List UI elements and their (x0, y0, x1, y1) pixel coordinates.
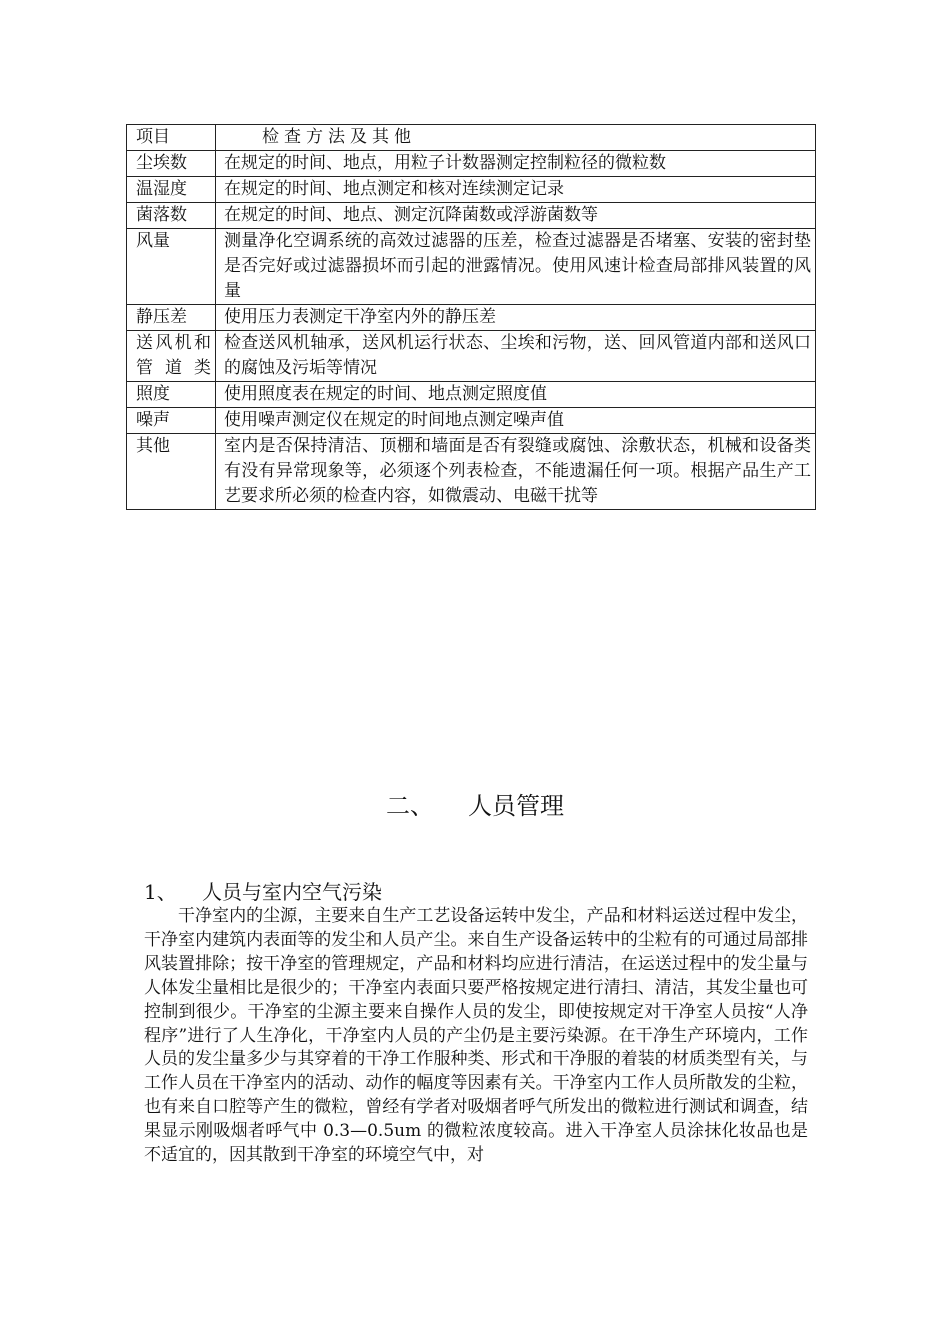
row-item: 送风机和管道类 (127, 331, 216, 382)
row-method: 在规定的时间、地点测定和核对连续测定记录 (216, 177, 816, 203)
row-item: 温湿度 (127, 177, 216, 203)
row-item: 噪声 (127, 408, 216, 434)
table-header-row (127, 125, 816, 151)
table-row (127, 151, 816, 177)
inspection-table (126, 124, 816, 510)
row-item: 菌落数 (127, 203, 216, 229)
table-row (127, 177, 816, 203)
row-method: 使用照度表在规定的时间、地点测定照度值 (216, 382, 816, 408)
table-row (127, 382, 816, 408)
table-row (127, 434, 816, 510)
table-row (127, 305, 816, 331)
row-item: 风量 (127, 229, 216, 305)
table-row (127, 203, 816, 229)
row-method: 检查送风机轴承，送风机运行状态、尘埃和污物，送、回风管道内部和送风口的腐蚀及污垢等情况 (216, 331, 816, 382)
table-row (127, 408, 816, 434)
section-title: 人员管理 (468, 792, 564, 820)
row-method: 测量净化空调系统的高效过滤器的压差，检查过滤器是否堵塞、安装的密封垫是否完好或过滤器损坏而引起的泄露情况。使用风速计检查局部排风装置的风量 (216, 229, 816, 305)
row-item: 其他 (127, 434, 216, 510)
table-row (127, 331, 816, 382)
row-method: 在规定的时间、地点，用粒子计数器测定控制粒径的微粒数 (216, 151, 816, 177)
section-number: 二、 (386, 792, 434, 820)
row-method: 室内是否保持清洁、顶棚和墙面是否有裂缝或腐蚀、涂敷状态，机械和设备类有没有异常现象等，必须逐个列表检查，不能遗漏任何一项。根据产品生产工艺要求所必须的检查内容，如微震动、电磁干扰等 (216, 434, 816, 510)
table-row (127, 229, 816, 305)
row-method: 在规定的时间、地点、测定沉降菌数或浮游菌数等 (216, 203, 816, 229)
row-item: 照度 (127, 382, 216, 408)
subsection-heading (144, 877, 382, 907)
subsection-title: 人员与室内空气污染 (202, 880, 382, 904)
header-method (216, 125, 816, 151)
header-method-label: 检查方法及其他 (262, 127, 416, 147)
row-item: 静压差 (127, 305, 216, 331)
row-method: 使用压力表测定干净室内外的静压差 (216, 305, 816, 331)
subsection-number: 1、 (144, 880, 177, 904)
row-method: 使用噪声测定仪在规定的时间地点测定噪声值 (216, 408, 816, 434)
section-heading (0, 789, 950, 823)
row-item: 尘埃数 (127, 151, 216, 177)
header-item: 项目 (127, 125, 216, 151)
body-paragraph: 干净室内的尘源，主要来自生产工艺设备运转中发尘，产品和材料运送过程中发尘，干净室内建筑内表面等的发尘和人员产尘。来自生产设备运转中的尘粒有的可通过局部排风装置排除；按干净室的管理规定，产品和材料均应进行清洁，在运送过程中的发尘量与人体发尘量相比是很少的；干净室内表面只要严格按规定进行清扫、清洁，其发尘量也可控制到很少。干净室的尘源主要来自操作人员的发尘，即使按规定对干净室人员按“人净程序”进行了人生净化，干净室内人员的产尘仍是主要污染源。在干净生产环境内，工作人员的发尘量多少与其穿着的干净工作服种类、形式和干净服的着装的材质类型有关，与工作人员在干净室内的活动、动作的幅度等因素有关。干净室内工作人员所散发的尘粒，也有来自口腔等产生的微粒，曾经有学者对吸烟者呼气所发出的微粒进行测试和调查，结果显示刚吸烟者呼气中 0.3—0.5um 的微粒浓度较高。进入干净室人员涂抹化妆品也是不适宜的，因其散到干净室的环境空气中，对 (144, 906, 808, 1166)
